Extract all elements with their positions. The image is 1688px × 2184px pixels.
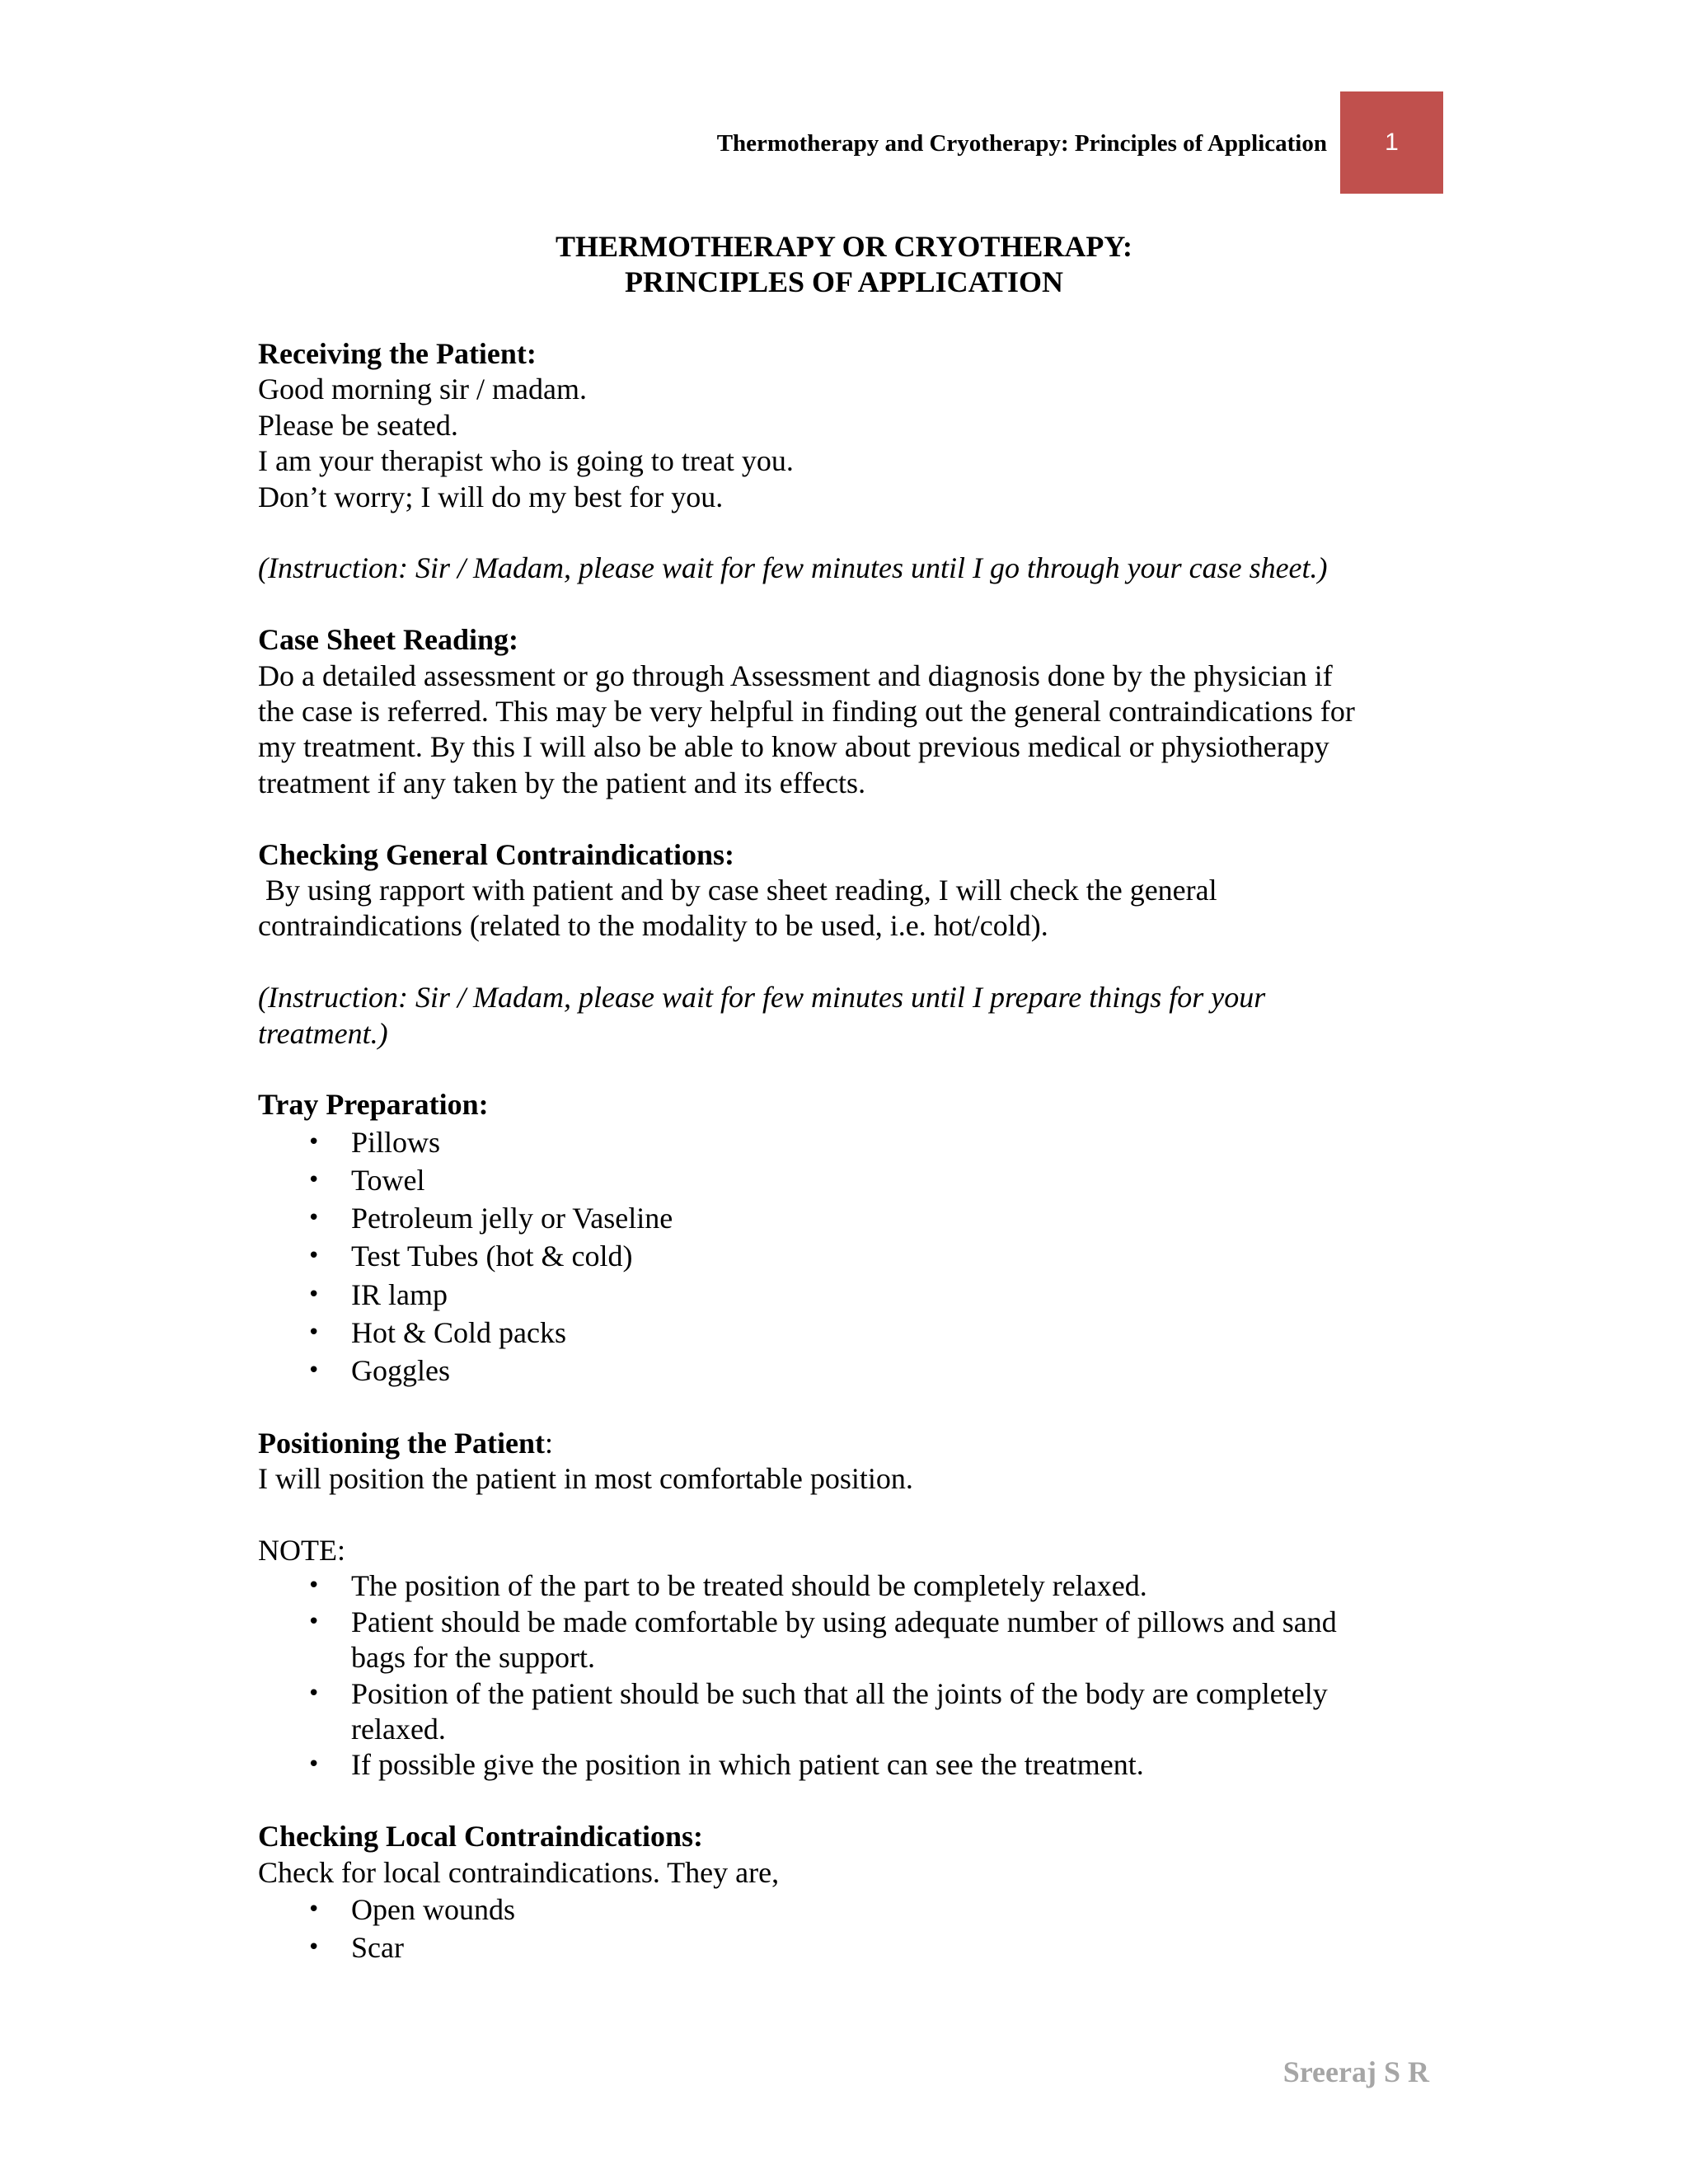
note-list: [258, 1568, 1453, 1783]
bullet-icon: •: [307, 1680, 321, 1706]
paragraph-line: I will position the patient in most comfortable position.: [258, 1462, 913, 1496]
paragraph-line: Don’t worry; I will do my best for you.: [258, 480, 724, 513]
bullet-icon: •: [307, 1358, 321, 1384]
paragraph-line: Good morning sir / madam.: [258, 373, 587, 406]
list-item: • Test Tubes (hot & cold): [258, 1237, 1453, 1275]
paragraph-line: the case is referred. This may be very helpful in finding out the general contraindications for: [258, 695, 1355, 729]
title-line-1: THERMOTHERAPY OR CRYOTHERAPY:: [555, 230, 1133, 263]
footer-author: Sreeraj S R: [1282, 2055, 1429, 2088]
paragraph-line: contraindications (related to the modality to be used, i.e. hot/cold).: [258, 909, 1048, 943]
note-heading: NOTE:: [258, 1533, 345, 1567]
document-title: [0, 229, 1688, 300]
tray-list: [258, 1123, 1453, 1390]
paragraph-line: By using rapport with patient and by case sheet reading, I will check the general: [258, 874, 1217, 907]
bullet-icon: •: [307, 1609, 321, 1634]
paragraph-line: I am your therapist who is going to treat you.: [258, 444, 794, 478]
list-item: • Patient should be made comfortable by using adequate number of pillows and sand bags for the support.: [307, 1605, 1337, 1675]
bullet-icon: •: [307, 1573, 321, 1599]
instruction-note: (Instruction: Sir / Madam, please wait for few minutes until I prepare things for your: [258, 981, 1266, 1015]
section-heading-tray: Tray Preparation:: [258, 1088, 489, 1122]
instruction-note: (Instruction: Sir / Madam, please wait for few minutes until I go through your case sheet.): [258, 551, 1328, 585]
document-body: [258, 336, 1453, 1966]
section-heading-positioning: Positioning the Patient:: [258, 1426, 554, 1460]
bullet-icon: •: [307, 1168, 321, 1193]
list-item: • Towel: [258, 1161, 1453, 1199]
paragraph-line: Do a detailed assessment or go through Assessment and diagnosis done by the physician if: [258, 658, 1333, 692]
bullet-icon: •: [307, 1282, 321, 1307]
list-item: • Position of the patient should be such that all the joints of the body are completely relaxed.: [307, 1676, 1328, 1746]
section-heading-general-contraindications: Checking General Contraindications:: [258, 837, 735, 871]
list-item: • Pillows: [258, 1123, 1453, 1161]
section-heading-local-contraindications: Checking Local Contraindications:: [258, 1820, 704, 1854]
title-line-2: PRINCIPLES OF APPLICATION: [624, 265, 1064, 298]
list-item: • Petroleum jelly or Vaseline: [258, 1199, 1453, 1237]
section-heading-case-sheet: Case Sheet Reading:: [258, 623, 518, 657]
list-item: • Scar: [258, 1929, 1453, 1966]
page-number-badge: 1: [1340, 91, 1443, 194]
paragraph-line: Check for local contraindications. They are,: [258, 1855, 780, 1889]
bullet-icon: •: [307, 1319, 321, 1345]
list-item: • Open wounds: [258, 1891, 1453, 1929]
bullet-icon: •: [307, 1206, 321, 1231]
list-item: • The position of the part to be treated should be completely relaxed.: [258, 1568, 1453, 1604]
list-item: • Goggles: [258, 1352, 1453, 1390]
bullet-icon: •: [307, 1935, 321, 1961]
local-contra-list: [258, 1891, 1453, 1966]
bullet-icon: •: [307, 1752, 321, 1778]
list-item: • If possible give the position in which patient can see the treatment.: [258, 1747, 1453, 1783]
list-item: • Hot & Cold packs: [258, 1314, 1453, 1352]
bullet-icon: •: [307, 1244, 321, 1269]
section-heading-receiving: Receiving the Patient:: [258, 337, 537, 370]
paragraph-line: Please be seated.: [258, 408, 458, 442]
list-item: • IR lamp: [258, 1276, 1453, 1314]
bullet-icon: •: [307, 1896, 321, 1922]
bullet-icon: •: [307, 1129, 321, 1155]
paragraph-line: treatment if any taken by the patient and its effects.: [258, 766, 866, 799]
paragraph-line: my treatment. By this I will also be able to know about previous medical or physiotherapy: [258, 730, 1329, 764]
instruction-note: treatment.): [258, 1016, 388, 1050]
running-header: Thermotherapy and Cryotherapy: Principles of Application: [716, 130, 1327, 157]
